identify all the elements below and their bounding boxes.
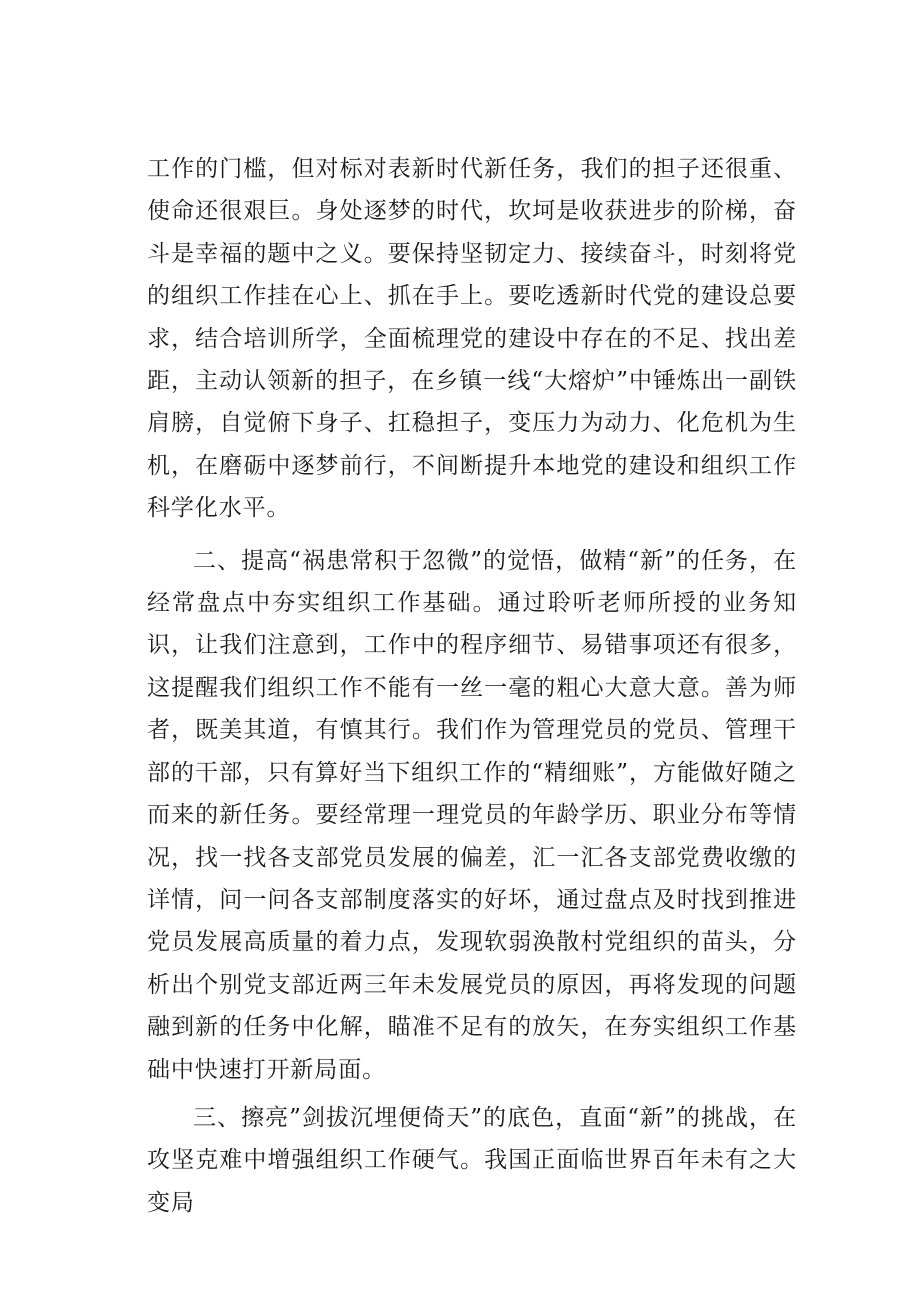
- paragraph-section-two: 二、提高“祸患常积于忽微”的觉悟，做精“新”的任务，在经常盘点中夯实组织工作基础。通过聆听老师所授的业务知识，让我们注意到，工作中的程序细节、易错事项还有很多，这提醒我们组织工作不能有一丝一毫的粗心大意大意。善为师者，既美其道，有慎其行。我们作为管理党员的党员、管理干部的干部，只有算好当下组织工作的“精细账”，方能做好随之而来的新任务。要经常理一理党员的年龄学历、职业分布等情况，找一找各支部党员发展的偏差，汇一汇各支部党费收缴的详情，问一问各支部制度落实的好坏，通过盘点及时找到推进党员发展高质量的着力点，发现软弱涣散村党组织的苗头，分析出个别党支部近两三年未发展党员的原因，再将发现的问题融到新的任务中化解，瞄准不足有的放矢，在夯实组织工作基础中快速打开新局面。: [147, 547, 797, 1083]
- paragraph-continuation: 工作的门槛，但对标对表新时代新任务，我们的担子还很重、使命还很艰巨。身处逐梦的时代，坎坷是收获进步的阶梯，奋斗是幸福的题中之义。要保持坚韧定力、接续奋斗，时刻将党的组织工作挂在心上、抓在手上。要吃透新时代党的建设总要求，结合培训所学，全面梳理党的建设中存在的不足、找出差距，主动认领新的担子，在乡镇一线“大熔炉”中锤炼出一副铁肩膀，自觉俯下身子、扛稳担子，变压力为动力、化危机为生机，在磨砺中逐梦前行，不间断提升本地党的建设和组织工作科学化水平。: [147, 156, 797, 522]
- paragraph-section-three: 三、擦亮”剑拔沉埋便倚天”的底色，直面“新”的挑战，在攻坚克难中增强组织工作硬气。我国正面临世界百年未有之大变局: [147, 1104, 797, 1216]
- document-body: [147, 148, 797, 1224]
